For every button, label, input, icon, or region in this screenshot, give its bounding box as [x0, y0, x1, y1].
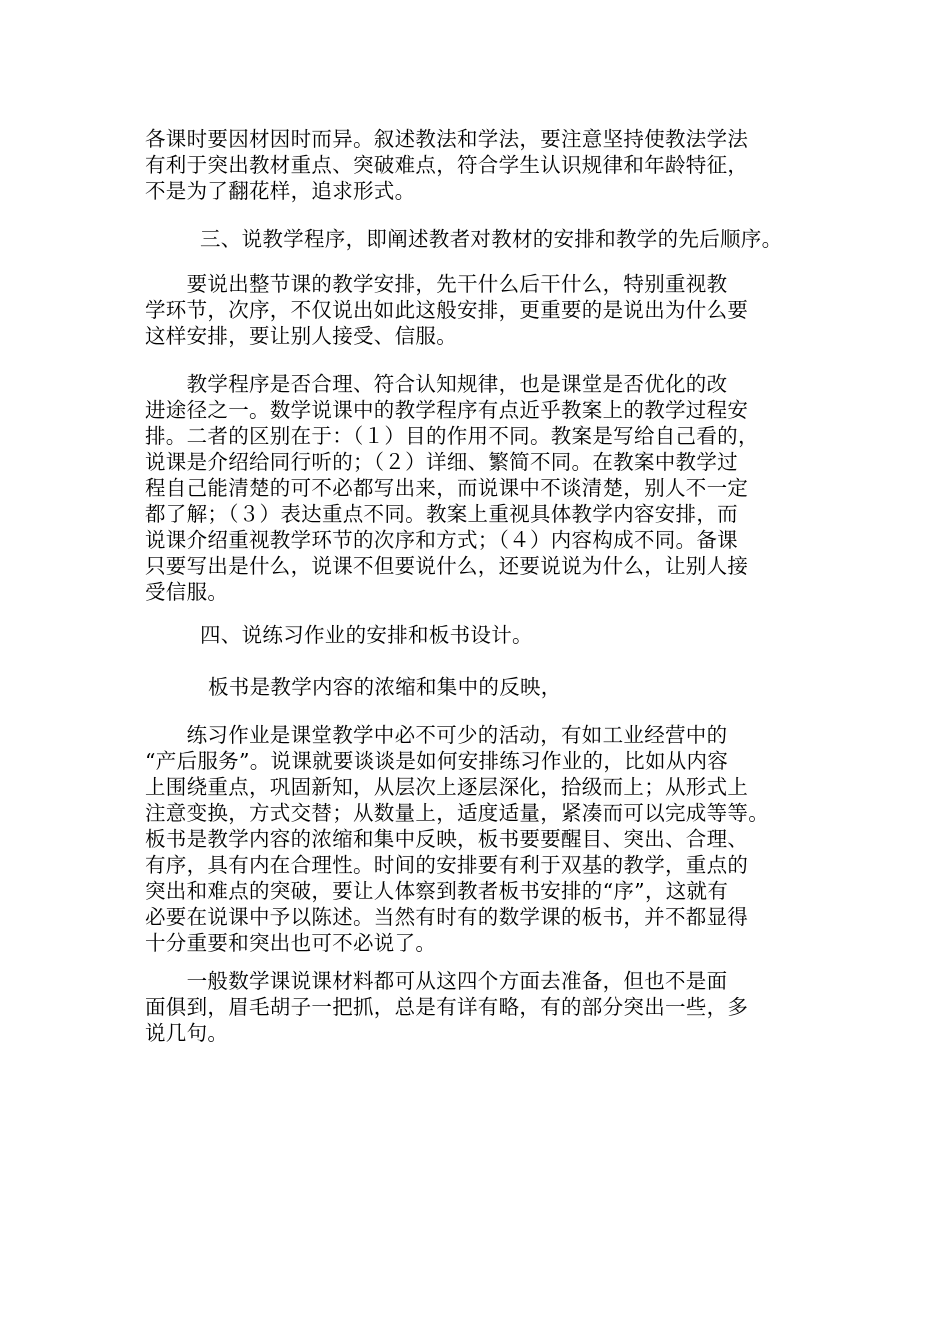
text-line: 说几句。	[145, 1021, 229, 1045]
text-line: 突出和难点的突破，要让人体察到教者板书安排的“序”，这就有	[145, 879, 729, 903]
text-line: 上围绕重点，巩固新知，从层次上逐层深化，拾级而上；从形式上	[145, 775, 749, 799]
text-line: 排。二者的区别在于：（１）目的作用不同。教案是写给自己看的，	[145, 424, 759, 448]
text-line: 不是为了翻花样，追求形式。	[145, 179, 416, 203]
section-heading-exercises-blackboard	[200, 622, 890, 648]
text-line: 各课时要因材因时而异。叙述教法和学法，要注意坚持使教法学法	[145, 127, 749, 151]
text-line: 学环节，次序，不仅说出如此这般安排，更重要的是说出为什么要	[145, 298, 749, 322]
text-line: 教学程序是否合理、符合认知规律，也是课堂是否优化的改	[145, 372, 728, 396]
text-line: 面俱到，眉毛胡子一把抓，总是有详有略，有的部分突出一些，多	[145, 995, 749, 1019]
paragraph-procedure-comparison	[145, 371, 835, 605]
text-line: 有利于突出教材重点、突破难点，符合学生认识规律和年龄特征，	[145, 153, 749, 177]
paragraph-blackboard-summary	[208, 674, 898, 700]
text-line: 板书是教学内容的浓缩和集中反映，板书要要醒目、突出、合理、	[145, 827, 749, 851]
text-line: 有序，具有内在合理性。时间的安排要有利于双基的教学，重点的	[145, 853, 749, 877]
heading-text: 三、说教学程序，即阐述教者对教材的安排和教学的先后顺序。	[200, 227, 783, 251]
section-heading-teaching-procedure	[200, 226, 890, 252]
text-line: 这样安排，要让别人接受、信服。	[145, 324, 457, 348]
text-line: 程自己能清楚的可不必都写出来，而说课中不谈清楚，别人不一定	[145, 476, 749, 500]
paragraph-exercises-detail	[145, 722, 835, 956]
text-line: 说课是介绍给同行听的；（２）详细、繁简不同。在教案中教学过	[145, 450, 738, 474]
paragraph-lesson-arrangement	[145, 271, 835, 349]
text-line: 注意变换，方式交替；从数量上，适度适量，紧凑而可以完成等等。	[145, 801, 769, 825]
paragraph-teaching-methods-end	[145, 126, 835, 204]
text-line: 进途径之一。数学说课中的教学程序有点近乎教案上的教学过程安	[145, 398, 749, 422]
text-line: 一般数学课说课材料都可从这四个方面去准备，但也不是面	[145, 969, 728, 993]
text-line: 板书是教学内容的浓缩和集中的反映，	[208, 675, 562, 699]
text-line: 练习作业是课堂教学中必不可少的活动，有如工业经营中的	[145, 723, 728, 747]
text-line: 都了解；（３）表达重点不同。教案上重视具体教学内容安排，而	[145, 502, 738, 526]
text-line: 要说出整节课的教学安排，先干什么后干什么，特别重视教	[145, 272, 728, 296]
text-line: 十分重要和突出也可不必说了。	[145, 931, 437, 955]
text-line: 只要写出是什么，说课不但要说什么，还要说说为什么，让别人接	[145, 554, 749, 578]
text-line: 受信服。	[145, 580, 229, 604]
text-line: 说课介绍重视教学环节的次序和方式；（４）内容构成不同。备课	[145, 528, 738, 552]
paragraph-conclusion	[145, 968, 835, 1046]
text-line: 必要在说课中予以陈述。当然有时有的数学课的板书，并不都显得	[145, 905, 749, 929]
heading-text: 四、说练习作业的安排和板书设计。	[200, 623, 533, 647]
text-line: “产后服务”。说课就要谈谈是如何安排练习作业的，比如从内容	[145, 749, 729, 773]
